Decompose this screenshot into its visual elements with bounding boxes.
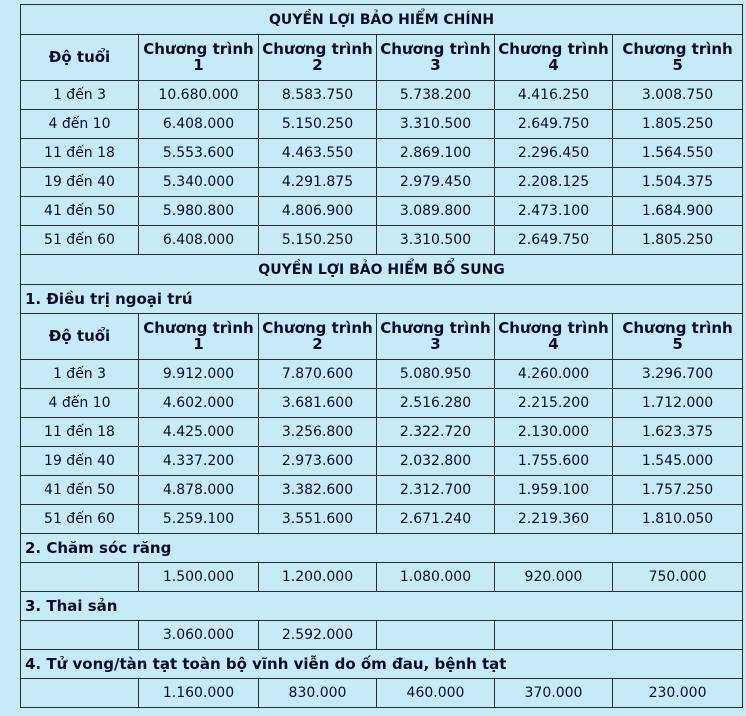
outpatient-title-row: [21, 285, 743, 314]
benefit-value-cell: 2.296.450: [495, 139, 613, 168]
benefit-value-cell: 2.312.700: [377, 476, 495, 505]
age-column-header: Độ tuổi: [21, 314, 139, 360]
benefit-value-cell: 1.080.000: [377, 563, 495, 592]
benefit-value-cell: 1.623.375: [613, 418, 743, 447]
benefit-value-cell: 9.912.000: [139, 360, 259, 389]
program-header-line1: Chương trình: [622, 318, 733, 337]
benefit-value-cell: [377, 621, 495, 650]
benefit-value-cell: 4.602.000: [139, 389, 259, 418]
age-range-cell: 41 đến 50: [21, 476, 139, 505]
program-header-number: 4: [548, 55, 559, 74]
benefit-value-cell: 5.259.100: [139, 505, 259, 534]
main-title-row: [21, 5, 743, 35]
benefit-value-cell: 2.979.450: [377, 168, 495, 197]
benefit-value-cell: 5.150.250: [259, 226, 377, 255]
benefit-value-cell: 1.810.050: [613, 505, 743, 534]
benefit-value-cell: 370.000: [495, 679, 613, 708]
benefit-value-cell: 5.980.800: [139, 197, 259, 226]
benefit-value-cell: 2.516.280: [377, 389, 495, 418]
benefit-value-cell: [613, 621, 743, 650]
benefit-value-cell: 1.545.000: [613, 447, 743, 476]
benefit-value-cell: 750.000: [613, 563, 743, 592]
benefit-value-cell: 2.592.000: [259, 621, 377, 650]
benefit-value-cell: 7.870.600: [259, 360, 377, 389]
main-section-title: QUYỀN LỢI BẢO HIỂM CHÍNH: [21, 5, 743, 35]
program-header-line1: Chương trình: [143, 318, 254, 337]
supplement-section-title: QUYỀN LỢI BẢO HIỂM BỔ SUNG: [21, 255, 743, 285]
age-range-cell: 11 đến 18: [21, 418, 139, 447]
benefit-value-cell: 460.000: [377, 679, 495, 708]
benefit-value-cell: 3.089.800: [377, 197, 495, 226]
benefit-value-cell: 3.008.750: [613, 81, 743, 110]
maternity-title-row: [21, 592, 743, 621]
benefit-value-cell: 2.671.240: [377, 505, 495, 534]
benefit-value-cell: 1.959.100: [495, 476, 613, 505]
benefit-value-cell: 1.805.250: [613, 110, 743, 139]
benefit-value-cell: 5.080.950: [377, 360, 495, 389]
program-header-line1: Chương trình: [143, 39, 254, 58]
supplement-title-row: [21, 255, 743, 285]
main-benefit-row: [21, 110, 743, 139]
age-range-cell: 1 đến 3: [21, 360, 139, 389]
outpatient-benefit-row: [21, 389, 743, 418]
benefit-value-cell: 6.408.000: [139, 110, 259, 139]
main-benefit-row: [21, 81, 743, 110]
program-header-number: 5: [672, 55, 683, 74]
program-5-header: [613, 35, 743, 81]
benefit-value-cell: 1.755.600: [495, 447, 613, 476]
benefit-value-cell: 1.200.000: [259, 563, 377, 592]
death-title-row: [21, 650, 743, 679]
benefit-value-cell: 1.712.000: [613, 389, 743, 418]
age-range-cell: 4 đến 10: [21, 389, 139, 418]
age-column-header: Độ tuổi: [21, 35, 139, 81]
program-2-header: [259, 35, 377, 81]
benefit-value-cell: 2.649.750: [495, 226, 613, 255]
benefit-value-cell: 5.150.250: [259, 110, 377, 139]
benefit-value-cell: 3.382.600: [259, 476, 377, 505]
main-benefit-row: [21, 226, 743, 255]
maternity-values-row: [21, 621, 743, 650]
benefit-value-cell: 6.408.000: [139, 226, 259, 255]
program-header-line1: Chương trình: [498, 39, 609, 58]
outpatient-benefit-row: [21, 360, 743, 389]
outpatient-benefit-row: [21, 447, 743, 476]
benefit-value-cell: 1.757.250: [613, 476, 743, 505]
benefit-value-cell: 1.564.550: [613, 139, 743, 168]
benefit-value-cell: 4.260.000: [495, 360, 613, 389]
age-range-cell: 4 đến 10: [21, 110, 139, 139]
benefit-value-cell: 2.215.200: [495, 389, 613, 418]
program-1-header: [139, 314, 259, 360]
age-range-cell: 11 đến 18: [21, 139, 139, 168]
benefit-value-cell: 4.337.200: [139, 447, 259, 476]
benefit-value-cell: 3.310.500: [377, 226, 495, 255]
program-4-header: [495, 314, 613, 360]
program-header-line1: Chương trình: [622, 39, 733, 58]
benefit-value-cell: 10.680.000: [139, 81, 259, 110]
benefit-value-cell: 2.219.360: [495, 505, 613, 534]
age-range-cell: 51 đến 60: [21, 226, 139, 255]
benefit-value-cell: 2.649.750: [495, 110, 613, 139]
main-benefit-row: [21, 168, 743, 197]
death-disability-section-title: 4. Tử vong/tàn tạt toàn bộ vĩnh viễn do ốm đau, bệnh tạt: [21, 650, 743, 679]
program-header-number: 1: [193, 334, 204, 353]
outpatient-benefit-row: [21, 476, 743, 505]
benefit-value-cell: 5.553.600: [139, 139, 259, 168]
benefit-value-cell: 2.973.600: [259, 447, 377, 476]
outpatient-benefit-row: [21, 418, 743, 447]
program-header-number: 1: [193, 55, 204, 74]
program-header-number: 3: [430, 55, 441, 74]
benefit-value-cell: 2.869.100: [377, 139, 495, 168]
benefit-value-cell: 2.322.720: [377, 418, 495, 447]
benefit-value-cell: [495, 621, 613, 650]
program-1-header: [139, 35, 259, 81]
program-header-line1: Chương trình: [498, 318, 609, 337]
benefit-value-cell: 4.463.550: [259, 139, 377, 168]
benefit-value-cell: 1.684.900: [613, 197, 743, 226]
benefit-value-cell: 4.806.900: [259, 197, 377, 226]
outpatient-section-title: 1. Điều trị ngoại trú: [21, 285, 743, 314]
benefit-value-cell: 5.738.200: [377, 81, 495, 110]
death-values-row: [21, 679, 743, 708]
program-header-number: 3: [430, 334, 441, 353]
age-range-cell: 19 đến 40: [21, 447, 139, 476]
main-benefit-row: [21, 197, 743, 226]
empty-label-cell: [21, 679, 139, 708]
outpatient-benefit-row: [21, 505, 743, 534]
program-3-header: [377, 314, 495, 360]
main-header-row: [21, 35, 743, 81]
benefit-value-cell: 4.291.875: [259, 168, 377, 197]
program-header-number: 2: [312, 55, 323, 74]
benefit-value-cell: 2.473.100: [495, 197, 613, 226]
main-benefit-row: [21, 139, 743, 168]
empty-label-cell: [21, 563, 139, 592]
program-5-header: [613, 314, 743, 360]
benefit-value-cell: 2.032.800: [377, 447, 495, 476]
age-range-cell: 1 đến 3: [21, 81, 139, 110]
dental-title-row: [21, 534, 743, 563]
benefit-value-cell: 1.160.000: [139, 679, 259, 708]
benefit-value-cell: 5.340.000: [139, 168, 259, 197]
age-range-cell: 19 đến 40: [21, 168, 139, 197]
dental-section-title: 2. Chăm sóc răng: [21, 534, 743, 563]
benefit-value-cell: 1.805.250: [613, 226, 743, 255]
benefit-value-cell: 1.504.375: [613, 168, 743, 197]
age-range-cell: 41 đến 50: [21, 197, 139, 226]
dental-values-row: [21, 563, 743, 592]
program-header-line1: Chương trình: [380, 318, 491, 337]
program-3-header: [377, 35, 495, 81]
benefit-value-cell: 3.551.600: [259, 505, 377, 534]
program-header-line1: Chương trình: [380, 39, 491, 58]
benefit-value-cell: 4.878.000: [139, 476, 259, 505]
age-range-cell: 51 đến 60: [21, 505, 139, 534]
benefit-value-cell: 2.208.125: [495, 168, 613, 197]
maternity-section-title: 3. Thai sản: [21, 592, 743, 621]
benefit-value-cell: 8.583.750: [259, 81, 377, 110]
empty-label-cell: [21, 621, 139, 650]
benefit-value-cell: 3.060.000: [139, 621, 259, 650]
program-header-number: 2: [312, 334, 323, 353]
outpatient-header-row: [21, 314, 743, 360]
program-header-line1: Chương trình: [262, 318, 373, 337]
program-header-number: 5: [672, 334, 683, 353]
benefit-value-cell: 1.500.000: [139, 563, 259, 592]
benefit-value-cell: 920.000: [495, 563, 613, 592]
benefit-value-cell: 3.310.500: [377, 110, 495, 139]
benefit-value-cell: 3.256.800: [259, 418, 377, 447]
benefit-value-cell: 4.416.250: [495, 81, 613, 110]
benefit-value-cell: 3.296.700: [613, 360, 743, 389]
benefit-value-cell: 830.000: [259, 679, 377, 708]
insurance-benefits-table: [20, 4, 743, 708]
benefit-value-cell: 2.130.000: [495, 418, 613, 447]
benefit-value-cell: 230.000: [613, 679, 743, 708]
program-2-header: [259, 314, 377, 360]
program-header-line1: Chương trình: [262, 39, 373, 58]
benefit-value-cell: 3.681.600: [259, 389, 377, 418]
benefit-value-cell: 4.425.000: [139, 418, 259, 447]
program-4-header: [495, 35, 613, 81]
program-header-number: 4: [548, 334, 559, 353]
